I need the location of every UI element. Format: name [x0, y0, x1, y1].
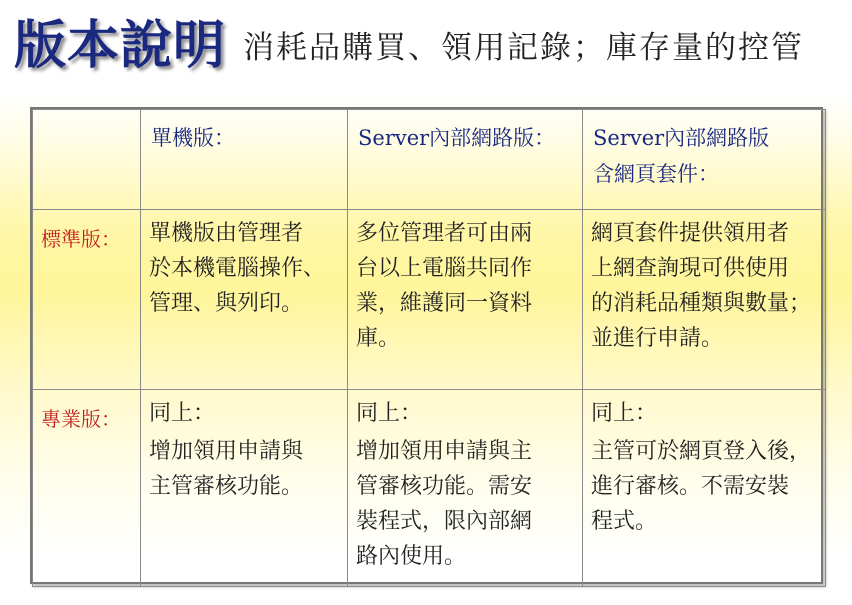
row-label-cell-standard — [33, 210, 141, 390]
row-label-standard: 標準版： — [41, 227, 121, 251]
text-line: 台以上電腦共同作 — [356, 256, 533, 281]
same-as-above-label: 同上： — [149, 401, 216, 426]
version-comparison-table — [30, 107, 823, 584]
table-row-standard — [33, 210, 826, 390]
text-line: 管審核功能。需安 — [356, 474, 533, 499]
version-table — [32, 109, 826, 587]
professional-standalone-text — [141, 431, 347, 504]
standard-standalone-text — [141, 210, 347, 321]
header-cell-server — [348, 110, 583, 210]
cell-professional-web — [583, 390, 826, 587]
text-line: 路內使用。 — [356, 544, 467, 569]
row-label-professional: 專業版： — [41, 407, 121, 431]
text-line: 的消耗品種類與數量； — [591, 291, 812, 316]
row-label-cell-professional — [33, 390, 141, 587]
header-server-web-line2: 含網頁套件： — [593, 162, 719, 186]
text-line: 多位管理者可由兩 — [356, 221, 533, 246]
text-line: 增加領用申請與 — [149, 439, 304, 464]
text-line: 上網查詢現可供使用 — [591, 256, 790, 281]
text-line: 進行審核。不需安裝 — [591, 474, 790, 499]
text-line: 單機版由管理者 — [149, 221, 304, 246]
text-line: 管理、與列印。 — [149, 291, 304, 316]
cell-standard-standalone — [141, 210, 348, 390]
text-line: 庫。 — [356, 326, 401, 351]
page-subtitle: 消耗品購買、領用記錄；庫存量的控管 — [243, 30, 804, 66]
cell-professional-standalone — [141, 390, 348, 587]
text-line: 裝程式，限內部網 — [356, 509, 533, 534]
text-line: 程式。 — [591, 509, 658, 534]
text-line: 於本機電腦操作、 — [149, 256, 326, 281]
professional-web-text — [583, 431, 825, 539]
same-as-above-label: 同上： — [591, 401, 658, 426]
header-cell-empty — [33, 110, 141, 210]
header-cell-server-web — [583, 110, 826, 210]
header-server-web-line1: Server內部網路版 — [593, 126, 770, 150]
text-line: 業，維護同一資料 — [356, 291, 533, 316]
text-line: 主管可於網頁登入後， — [591, 439, 812, 464]
standard-web-text — [583, 210, 825, 356]
slide-header — [0, 0, 852, 100]
text-line: 並進行申請。 — [591, 326, 724, 351]
page-title: 版本說明 — [14, 15, 227, 76]
text-line: 網頁套件提供領用者 — [591, 221, 790, 246]
table-row-professional — [33, 390, 826, 587]
header-cell-standalone — [141, 110, 348, 210]
standard-server-text — [348, 210, 582, 356]
cell-standard-server — [348, 210, 583, 390]
cell-professional-server — [348, 390, 583, 587]
header-standalone: 單機版： — [151, 126, 235, 150]
table-header-row — [33, 110, 826, 210]
text-line: 主管審核功能。 — [149, 474, 304, 499]
cell-standard-web — [583, 210, 826, 390]
professional-server-text — [348, 431, 582, 574]
header-server: Server內部網路版： — [358, 126, 556, 150]
same-as-above-label: 同上： — [356, 401, 423, 426]
text-line: 增加領用申請與主 — [356, 439, 533, 464]
